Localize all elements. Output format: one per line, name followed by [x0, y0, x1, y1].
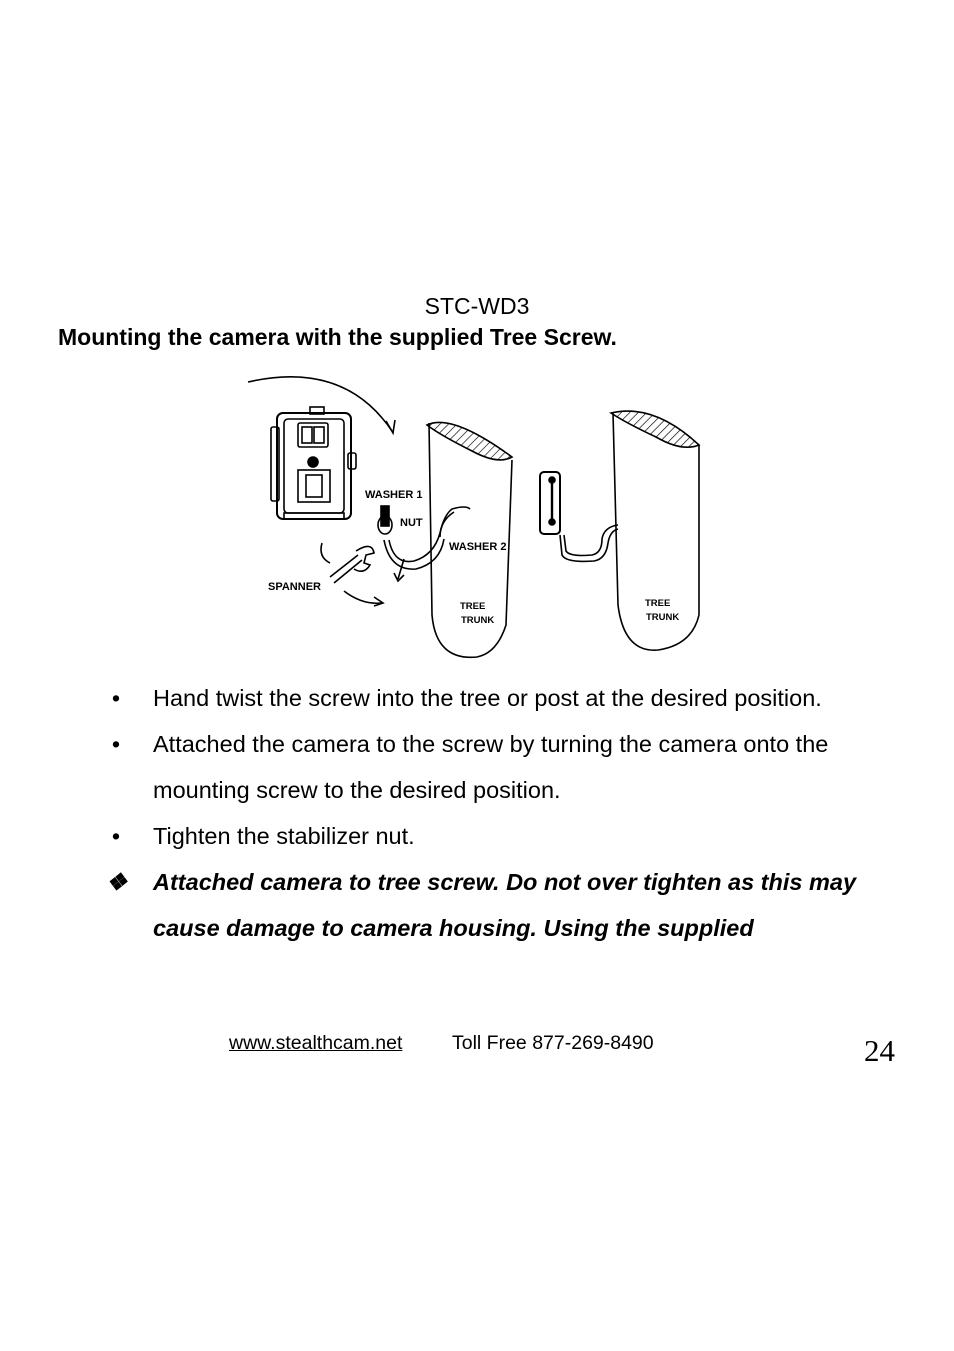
warning-note — [0, 859, 954, 951]
instruction-text: Attached the camera to the screw by turning the camera onto the mounting screw to the desired position. — [153, 731, 829, 803]
instruction-text: Tighten the stabilizer nut. — [153, 823, 415, 849]
diamond-bullet-icon: ❖ — [106, 869, 128, 895]
label-trunk-left: TRUNK — [461, 615, 495, 626]
label-washer-2: WASHER 2 — [449, 541, 507, 553]
page-number: 24 — [864, 1033, 895, 1068]
label-tree-right: TREE — [645, 598, 671, 609]
instruction-text: Hand twist the screw into the tree or post at the desired position. — [153, 685, 822, 711]
instruction-item — [0, 813, 954, 859]
mounting-diagram-svg — [244, 365, 706, 663]
bullet-marker: • — [111, 823, 121, 849]
section-heading: Mounting the camera with the supplied Tree Screw. — [58, 324, 617, 350]
label-trunk-right: TRUNK — [646, 612, 680, 623]
instruction-item — [0, 675, 954, 721]
label-washer-1: WASHER 1 — [365, 489, 423, 501]
label-spanner: SPANNER — [268, 581, 321, 593]
website-link[interactable]: www.stealthcam.net — [229, 1032, 403, 1054]
warning-text: Attached camera to tree screw. Do not over tighten as this may cause damage to camera housing. Using the supplied — [153, 869, 857, 941]
camera-side-view — [540, 472, 618, 561]
label-tree-left: TREE — [460, 601, 486, 612]
mounting-diagram — [244, 365, 706, 663]
spanner-drawing — [321, 543, 383, 606]
camera-drawing — [271, 407, 356, 519]
label-nut: NUT — [400, 517, 423, 529]
toll-free-phone: Toll Free 877-269-8490 — [452, 1032, 654, 1054]
instruction-item — [0, 721, 954, 813]
instruction-list — [0, 675, 954, 951]
model-name: STC-WD3 — [424, 293, 530, 319]
bullet-marker: • — [111, 731, 121, 757]
bullet-marker: • — [111, 685, 121, 711]
